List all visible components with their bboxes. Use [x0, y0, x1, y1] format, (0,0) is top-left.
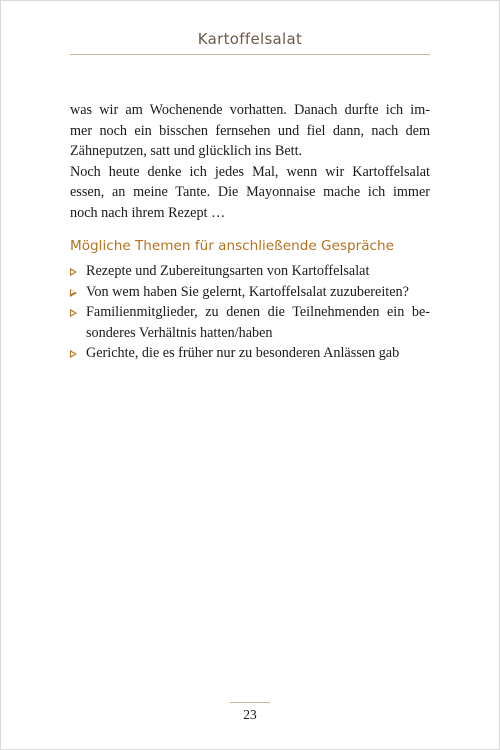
paragraph — [70, 100, 430, 162]
text-line: Rezepte und Zubereitungsarten von Kartoffelsalat — [86, 263, 370, 279]
text-line: noch nach ihrem Rezept … — [70, 204, 226, 221]
body-text — [70, 100, 430, 223]
page-number: 23 — [243, 707, 257, 722]
text-line: Noch heute denke ich jedes Mal, wenn wir Kartoffelsalat — [70, 163, 430, 180]
running-head-title: Kartoffelsalat — [197, 30, 303, 48]
triangle-bullet-icon — [70, 350, 77, 358]
list-item — [70, 282, 430, 303]
topic-list — [70, 261, 430, 364]
text-line: Zähneputzen, satt und glücklich ins Bett. — [70, 143, 303, 159]
text-line: was wir am Wochenende vorhatten. Danach durfte ich im- — [70, 102, 430, 118]
text-line: mer noch ein bisschen fernsehen und fiel dann, nach dem — [70, 122, 430, 139]
text-line: Familienmitglieder, zu denen die Teilnehmenden ein be- — [86, 304, 430, 320]
text-line: Von wem haben Sie gelernt, Kartoffelsalat zuzubereiten? — [86, 283, 409, 300]
triangle-bullet-icon — [70, 289, 77, 297]
triangle-bullet-icon — [70, 309, 77, 317]
header-rule — [70, 54, 430, 55]
section-heading: Mögliche Themen für anschließende Gespräche — [70, 238, 395, 254]
footer-rule — [230, 702, 270, 703]
list-item — [70, 343, 430, 364]
paragraph — [70, 162, 430, 224]
text-line: essen, an meine Tante. Die Mayonnaise mache ich immer — [70, 184, 430, 200]
list-item — [70, 302, 430, 343]
triangle-bullet-icon — [70, 268, 77, 276]
list-item — [70, 261, 430, 282]
text-line: sonderes Verhältnis hatten/haben — [86, 324, 273, 341]
text-line: Gerichte, die es früher nur zu besonderen Anlässen gab — [86, 345, 400, 361]
